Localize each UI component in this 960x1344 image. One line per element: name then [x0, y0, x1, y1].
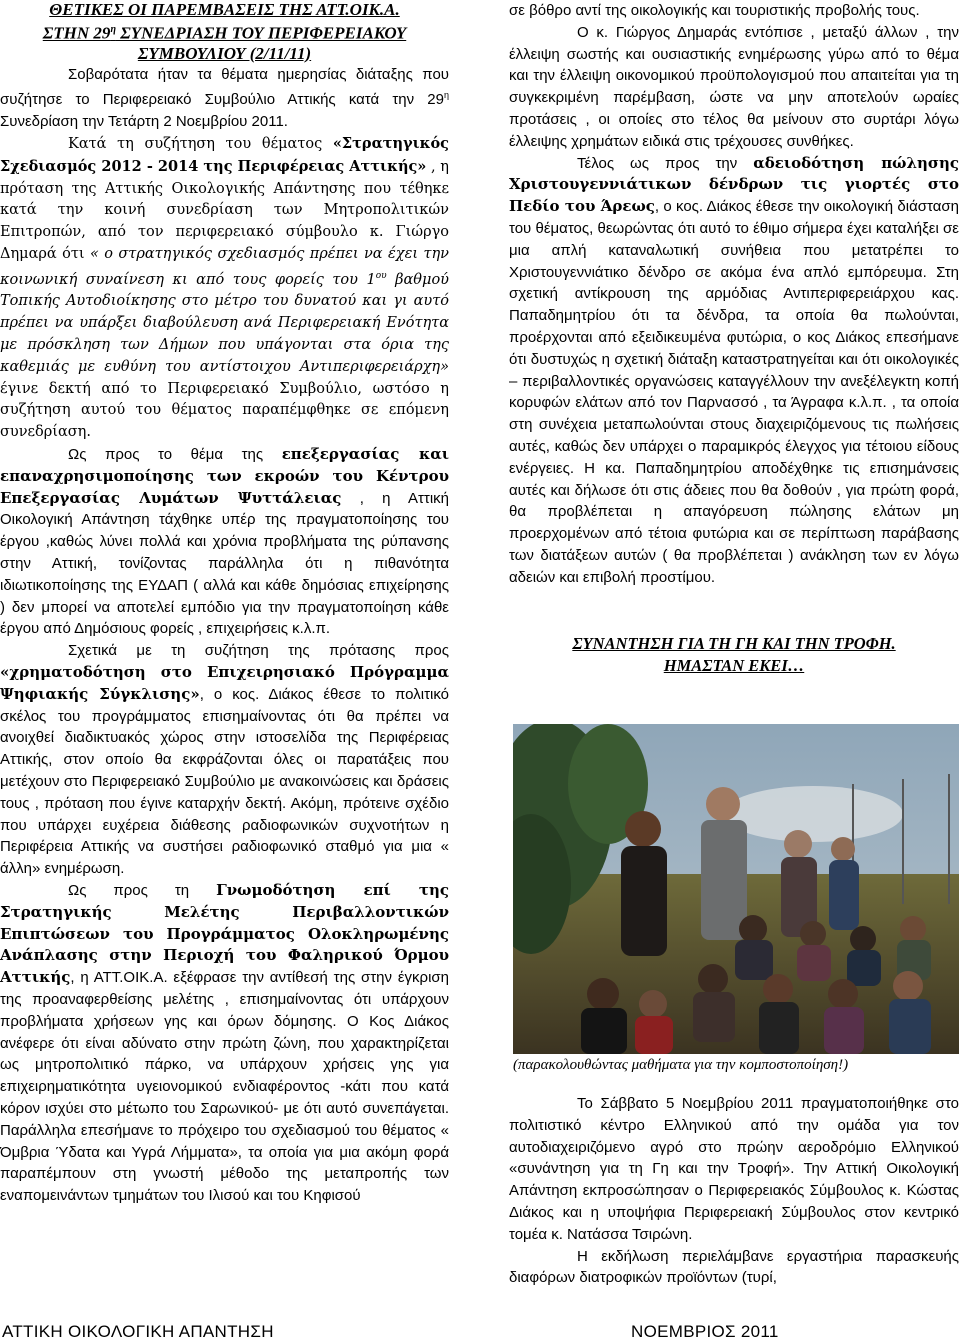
intro-text-b: Συνεδρίαση την Τετάρτη 2 Νοεμβρίου 2011.: [0, 113, 288, 131]
p4-text-a: Ως προς τη: [68, 881, 217, 899]
p1-text-c: έγινε δεκτή από το Περιφερειακό Συμβούλιο, ωστόσο η συζήτηση αυτού του θέματος παραπέμφθηκε σε επόμενη συνεδρίαση.: [0, 380, 449, 441]
p1-text-a: Κατά τη συζήτηση του θέματος: [68, 136, 333, 153]
p3-bold: «χρηματοδότηση στο Επιχειρησιακό Πρόγραμμα Ψηφιακής Σύγκλισης»: [0, 663, 449, 703]
paragraph-continuation: σε βόθρο αντί της οικολογικής και τουριστικής προβολής τους.: [509, 2, 920, 19]
p4-bold: Γνωμοδότηση επί της Στρατηγικής Μελέτης Περιβαλλοντικών Επιπτώσεων του Προγράμματος Ολοκληρωμένης Ανάπλασης στην Περιοχή του Φαληρικού Όρμου Αττικής: [0, 880, 449, 987]
paragraph-christmas-trees: [509, 153, 959, 589]
p2-text-a: Ως προς το θέμα της: [68, 446, 282, 464]
intro-paragraph: [0, 64, 449, 133]
heading-line-1: ΣΥΝΑΝΤΗΣΗ ΓΙΑ ΤΗ ΓΗ ΚΑΙ ΤΗΝ ΤΡΟΦΗ.: [572, 633, 896, 653]
intro-superscript: η: [443, 90, 449, 101]
p3-text-a: Σχετικά με τη συζήτηση της πρότασης προς: [68, 642, 449, 660]
p3-text-b: , ο κος. Διάκος έθεσε το πολιτικό σκέλος του προγράμματος επισημαίνοντας ότι θα πρέπει να ανοιχθεί διαδικτυακός χώρος στην ιστοσελίδα της Περιφέρειας Αττικής, στον οποίο θα εκφράζονται όλες οι παρατάξεις που μετέχουν στο Περιφερειακό Συμβούλιο με ανακοινώσεις και δράσεις τους , πρόταση που έγινε καταρχήν δεκτή. Ακόμη, πρότεινε σχέδιο που υπάρχει ευχέρεια διάθεσης ραδιοφωνικών συχνοτήτων η Περιφέρεια Αττικής να συστήσει ραδιοφωνικό σταθμό για μια « άλλη» ενημέρωση.: [0, 685, 449, 878]
paragraph-digital-convergence: [0, 640, 449, 880]
right-column: [509, 0, 959, 677]
title-superscript: η: [110, 24, 116, 35]
left-column: [0, 0, 449, 1207]
meeting-photo: [513, 724, 959, 1054]
p1-superscript: ου: [375, 270, 387, 281]
footer-date: ΝΟΕΜΒΡΙΟΣ 2011: [631, 1322, 779, 1341]
p1-bold: «Στρατηγικός Σχεδιασμός 2012 - 2014 της Περιφέρειας Αττικής»: [0, 135, 449, 175]
title-line-2-start: ΣΤΗΝ 29: [42, 23, 111, 43]
p4-text-b: , η ΑΤΤ.ΟΙΚ.Α. εξέφρασε την αντίθεσή της στην έγκριση της προαναφερθείσης μελέτης , επισημαίνοντας ότι υπάρχουν προβλήματα χρήσεων γης και όρων δόμησης. Ο Κος Διάκος ανέφερε ότι είναι αδύνατο στην πρώτη ζώνη, που χαρακτηρίζεται ως μητροπολιτικό πάρκο, να υπάρχουν χρήσεις γης για επιχειρηματικότητα υγειονομικού ενδιαφέροντος -κάτι που κατά κόρον ισχύει στο μέτωπο του Σαρωνικού- με ότι αυτό συνεπάγεται. Παράλληλα επεσήμανε το πρόχειρο του σχεδιασμού του θέματος « Όμβρια Ύδατα και Υγρά Λήμματα», τα οποία για μια ακόμη φορά παραπέμπουν στη γνωστή μέθοδο της μεταπροπής των εναπομεινάντων τμημάτων του Ιλισού και του Κηφισού: [0, 969, 449, 1205]
p2-bold: επεξεργασίας και επαναχρησιμοποίησης των εκροών του Κέντρου Επεξεργασίας Λυμάτων Ψυττάλειας: [0, 445, 449, 507]
p1-italic-b: βαθμού Τοπικής Αυτοδιοίκησης στο μέτρο του δυνατού και γι αυτό πρέπει να υπάρξει διαβούλευση ανά Περιφερειακή Ενότητα με πρόσκληση των Δήμων που υπάγονται στα όρια της καθεμιάς με ευθύνη του αντίστοιχου Αντιπεριφερειάρχη»: [0, 271, 449, 375]
section-heading: [509, 633, 959, 677]
article-title: [0, 0, 449, 64]
p1-italic-a: « ο στρατηγικός σχεδιασμός πρέπει να έχει την κοινωνική συναίνεση κι από τους φορείς του 1: [0, 246, 449, 288]
r3-text-a: Τέλος ως προς την: [577, 154, 754, 172]
title-line-1: ΘΕΤΙΚΕΣ ΟΙ ΠΑΡΕΜΒΑΣΕΙΣ ΤΗΣ ΑΤΤ.ΟΙΚ.Α.: [49, 0, 400, 19]
intro-text-a: Σοβαρότατα ήταν τα θέματα ημερησίας διάταξης που συζήτησε το Περιφερειακό Συμβούλιο Αττικής κατά την 29: [0, 65, 449, 109]
title-line-2: [0, 20, 449, 44]
title-line-2-end: ΣΥΝΕΔΡΙΑΣΗ ΤΟΥ ΠΕΡΙΦΕΡΕΙΑΚΟΥ: [115, 23, 407, 43]
paragraph-workshops: Η εκδήλωση περιελάμβανε εργαστήρια παρασκευής διαφόρων διατροφικών προϊόντων (τυρί,: [509, 1247, 959, 1287]
paragraph-psyttaleia: [0, 444, 449, 640]
p2-text-b: , η Αττική Οικολογική Απάντηση τάχθηκε υπέρ της πραγματοποίησης του έργου ,καθώς λύνει πολλά και χρόνια προβλήματα της ρύπανσης στην Αττική, τονίζοντας παράλληλα ότι η πιθανότητα ιδιωτικοποίησης της ΕΥΔΑΠ ( αλλά και κάθε δημόσιας επιχείρησης ) δεν μπορεί να αποτελεί εμπόδιο για την πραγματοποίηση κάθε έργου από Δημόσιους φορείς , επιχειρήσεις κ.λ.π.: [0, 489, 449, 638]
right-column-lower: [509, 1093, 959, 1289]
paragraph-faliro: [0, 880, 449, 1207]
heading-line-2: ΗΜΑΣΤΑΝ ΕΚΕΙ…: [663, 655, 805, 675]
title-line-3: ΣΥΜΒΟΥΛΙΟΥ (2/11/11): [137, 43, 312, 63]
paragraph-strategic-plan: [0, 133, 449, 444]
r3-text-b: , ο κος. Διάκος έθεσε την οικολογική διάσταση του θέματος, θεωρώντας ότι αυτό το έθιμο σήμερα έχει καταλήξει σε μια απλή καταναλωτική συνήθεια που μετατρέπει το Χριστουγεννιάτικο δένδρο σε ακόμα ένα απλό εμπόρευμα. Στη σχετική αντίκρουση της αρμόδιας Αντιπεριφερειάρχου κας. Παπαδημητρίου ότι τα δένδρα, τα οποία θα πωλούνται, προέρχονται από εξειδικευμένα φυτώρια, ο κος Διάκος επεσήμανε ότι δυστυχώς η σχετική διάταξη καταστρατηγείται και ότι οικολογικές – περιβαλλοντικές οργανώσεις καταγγέλλουν την ανεξέλεγκτη κοπή κορυφών ελάτων από τον Παρνασσό , τα Άγραφα κ.λ.π. , τα οποία στη συνέχεια μεταπωλούνται στους διαχειριζόμενους τις πωλήσεις αυτές, καθώς δεν υπάρχει ο παραμικρός έλεγχος για τέτοιου είδους ενέργειες. Η κα. Παπαδημητρίου αποδέχθηκε τις επισημάνσεις αυτές και δήλωσε ότι στις άδειες που θα δοθούν , για πρώτη φορά, θα προβλέπεται η απαγόρευση πώλησης ελάτων μη προερχομένων από τέτοια φυτώρια και σε περίπτωση παράβασης των διατάξεων αυτών ( θα προβλέπεται ) ανάκληση των εν λόγω αδειών και επιβολή προστίμου.: [509, 198, 960, 586]
paragraph-earth-food-meeting: Το Σάββατο 5 Νοεμβρίου 2011 πραγματοποιήθηκε στο πολιτιστικό κέντρο Ελληνικού από την ομάδα για τον αυτοδιαχειριζόμενο αγρό στο πρώην αεροδρόμιο Ελληνικού «συνάντηση για τη Γη και την Τροφή». Την Αττική Οικολογική Απάντηση εκπροσώπησαν ο Περιφερειακός Σύμβουλος κ. Κώστας Διάκος και η υποψήφια Περιφερειακή Σύμβουλος στον κεντρικό τομέα κ. Νατάσσα Τσιρώνη.: [509, 1095, 959, 1243]
photo-illustration: [513, 724, 959, 1054]
paragraph-dimaras: Ο κ. Γιώργος Δημαράς εντόπισε , μεταξύ άλλων , την έλλειψη σωστής και ουσιαστικής ενημέρωσης γύρω από το θέμα και την έλλειψη οικονομικού προϋπολογισμού που απαιτείται για τη συγκεκριμένη παρέμβαση, ώστε να μην αποτελούν ωραίες προτάσεις , οι οποίες στο τέλος θα μείνουν στο συρτάρι λόγω έλλειψης χρημάτων ειδικά στις τρέχουσες συνθήκες.: [509, 23, 959, 150]
p1-text-b: , η πρόταση της Αττικής Οικολογικής Απάντησης που τέθηκε κατά την κοινή συνεδρίαση των Μητροπολιτικών Επιτροπών, από τον περιφερειακό σύμβουλο κ. Γιώργο Δημαρά ότι: [0, 158, 449, 263]
r3-bold: αδειοδότηση πώλησης Χριστουγεννιάτικων δένδρων τις γιορτές στο Πεδίο του Άρεως: [509, 153, 959, 216]
footer-publication: ΑΤΤΙΚΗ ΟΙΚΟΛΟΓΙΚΗ ΑΠΑΝΤΗΣΗ: [2, 1322, 274, 1341]
photo-caption: (παρακολουθώντας μαθήματα για την κομποστοποίηση!): [513, 1057, 849, 1073]
